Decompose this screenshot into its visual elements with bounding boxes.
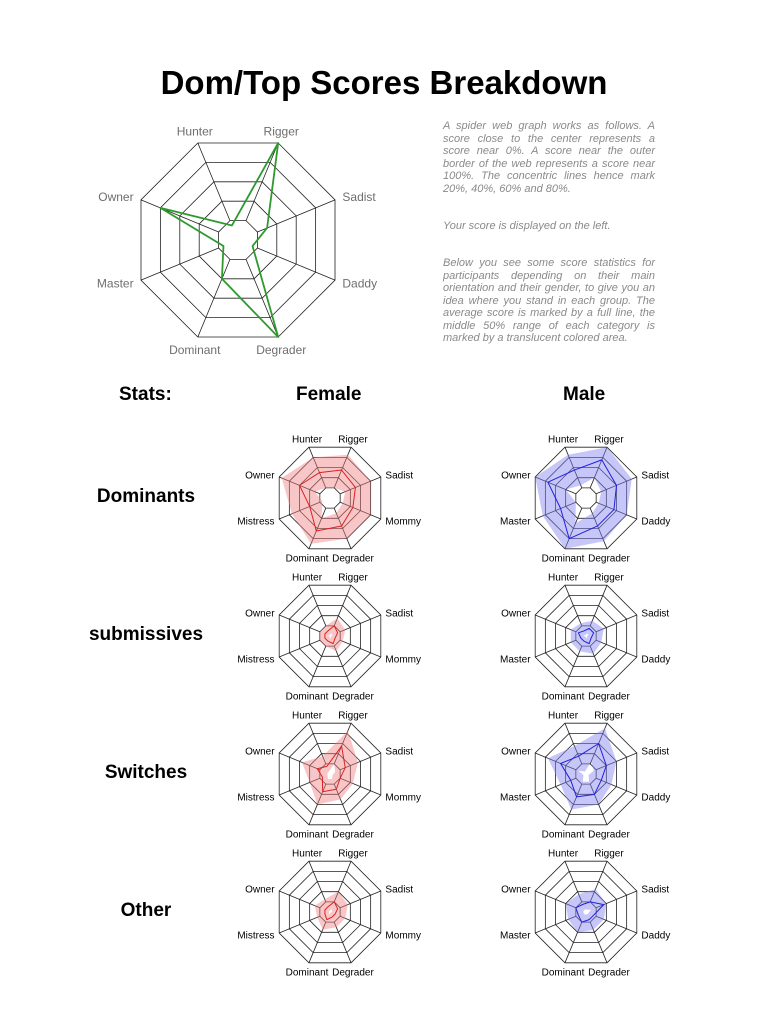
male-other-axis-label-rigger: Rigger — [594, 848, 624, 860]
your-score-axis-label-hunter: Hunter — [176, 124, 213, 139]
female-other-range-band — [315, 892, 348, 930]
male-dominants-axis-label-degrader: Degrader — [588, 553, 630, 564]
row-label-submissives: submissives — [88, 624, 204, 645]
male-switches-grid — [535, 723, 637, 825]
your-score-axis-label-degrader: Degrader — [256, 343, 307, 357]
male-submissives-axis-label-degrader: Degrader — [588, 691, 630, 702]
male-submissives-grid — [535, 585, 637, 687]
male-other-grid — [535, 861, 637, 963]
female-other-axis-label-hunter: Hunter — [292, 848, 323, 860]
male-submissives-grid-ring-80 — [545, 595, 626, 676]
male-switches-axis-label-rigger: Rigger — [594, 710, 624, 722]
your-score-axis-label-master: Master — [96, 276, 134, 291]
male-submissives-axis-label-hunter: Hunter — [548, 572, 579, 584]
male-dominants-axis-label-owner: Owner — [501, 470, 531, 482]
male-switches-axis-label-daddy: Daddy — [641, 792, 671, 804]
female-other-radar-chart — [225, 846, 435, 978]
female-switches-axis-label-owner: Owner — [245, 746, 275, 758]
page-title: Dom/Top Scores Breakdown — [160, 64, 608, 101]
female-submissives-grid-ring-80 — [289, 595, 370, 676]
male-other-axis-label-sadist: Sadist — [641, 884, 670, 896]
female-submissives-grid-ring-40 — [310, 616, 351, 657]
male-submissives-grid-ring-100 — [535, 585, 637, 687]
female-submissives-range-band — [320, 618, 345, 651]
male-other-grid-ring-80 — [545, 871, 626, 952]
male-dominants-axis-label-hunter: Hunter — [548, 434, 579, 446]
male-switches-grid-ring-100 — [535, 723, 637, 825]
female-dominants-axis-label-rigger: Rigger — [338, 434, 368, 446]
female-submissives-grid — [279, 585, 381, 687]
female-switches-range-band — [302, 731, 358, 805]
female-switches-axis-label-degrader: Degrader — [332, 829, 374, 840]
female-switches-axis-label-hunter: Hunter — [292, 710, 323, 722]
male-submissives-axis-label-master: Master — [500, 654, 531, 666]
your-score-score-line — [160, 143, 278, 337]
male-switches-axis-label-dominant: Dominant — [541, 829, 585, 840]
female-dominants-axis-label-mommy: Mommy — [385, 516, 421, 528]
male-submissives-axis-label-owner: Owner — [501, 608, 531, 620]
description-paragraph-3: Below you see some score statistics for participants depending on their main orientation and their gender, to give you an idea where you stand in each group. The average score is marked by a full line, the middle 50% range of each category is marked by a translucent colored area. — [443, 257, 655, 344]
your-score-grid — [141, 143, 335, 337]
female-column-header: Female — [296, 384, 362, 405]
male-submissives-axis-label-daddy: Daddy — [641, 654, 671, 666]
female-switches-axis-label-sadist: Sadist — [385, 746, 414, 758]
your-score-grid-ring-60 — [180, 182, 296, 298]
description-paragraph-2: Your score is displayed on the left. — [443, 220, 611, 232]
male-dominants-axis-label-daddy: Daddy — [641, 516, 671, 528]
female-other-axis-label-mommy: Mommy — [385, 930, 421, 942]
female-switches-grid-ring-80 — [289, 733, 370, 814]
female-switches-axis-label-rigger: Rigger — [338, 710, 368, 722]
your-score-axis-label-sadist: Sadist — [342, 189, 376, 204]
male-switches-axis-label-owner: Owner — [501, 746, 531, 758]
male-dominants-grid-ring-20 — [576, 488, 596, 508]
female-dominants-range-band — [282, 455, 371, 544]
your-score-axis-label-rigger: Rigger — [263, 124, 299, 139]
your-score-grid-ring-20 — [219, 221, 258, 260]
female-other-grid-ring-100 — [279, 861, 381, 963]
female-other-axis-label-rigger: Rigger — [338, 848, 368, 860]
male-other-axis-label-master: Master — [500, 930, 531, 942]
female-dominants-axis-label-dominant: Dominant — [285, 553, 329, 564]
female-dominants-axis-label-owner: Owner — [245, 470, 275, 482]
your-score-axis-label-owner: Owner — [98, 189, 134, 204]
your-score-axis-label-dominant: Dominant — [169, 343, 221, 357]
female-switches-axis-label-dominant: Dominant — [285, 829, 329, 840]
male-column-header: Male — [563, 384, 606, 405]
female-other-grid — [279, 861, 381, 963]
female-other-grid-ring-80 — [289, 871, 370, 952]
female-other-axis-label-degrader: Degrader — [332, 967, 374, 978]
your-score-grid-ring-40 — [199, 201, 277, 279]
male-dominants-axis-label-master: Master — [500, 516, 531, 528]
male-switches-axis-label-degrader: Degrader — [588, 829, 630, 840]
female-switches-axis-label-mistress: Mistress — [237, 792, 275, 804]
female-dominants-axis-label-degrader: Degrader — [332, 553, 374, 564]
male-switches-axis-label-master: Master — [500, 792, 531, 804]
female-submissives-axis-label-hunter: Hunter — [292, 572, 323, 584]
male-switches-axis-label-sadist: Sadist — [641, 746, 670, 758]
male-switches-radar-chart — [481, 708, 691, 840]
row-label-switches: Switches — [104, 762, 188, 783]
male-submissives-axis-label-sadist: Sadist — [641, 608, 670, 620]
male-other-axis-label-dominant: Dominant — [541, 967, 585, 978]
female-dominants-grid-ring-20 — [320, 488, 340, 508]
your-score-axis-label-daddy: Daddy — [342, 276, 378, 291]
your-score-radar-chart — [84, 118, 384, 368]
male-other-grid-ring-100 — [535, 861, 637, 963]
male-other-range-band — [566, 889, 607, 932]
male-other-axis-label-hunter: Hunter — [548, 848, 579, 860]
female-submissives-axis-label-mommy: Mommy — [385, 654, 421, 666]
description-paragraph-1: A spider web graph works as follows. A score close to the center represents a score near 0%. A score near the outer border of the web represents a score near 100%. The concentric lines hence mark 20%, 40%, 60% and 80%. — [443, 120, 655, 195]
row-label-other: Other — [120, 900, 172, 921]
female-dominants-axis-label-mistress: Mistress — [237, 516, 275, 528]
female-other-grid-ring-60 — [300, 882, 361, 943]
your-score-grid-ring-100 — [141, 143, 335, 337]
row-label-dominants: Dominants — [96, 486, 196, 507]
female-dominants-axis-label-hunter: Hunter — [292, 434, 323, 446]
male-submissives-radar-chart — [481, 570, 691, 702]
female-submissives-axis-label-sadist: Sadist — [385, 608, 414, 620]
male-dominants-axis-label-dominant: Dominant — [541, 553, 585, 564]
female-switches-grid-ring-100 — [279, 723, 381, 825]
male-other-grid-ring-60 — [556, 882, 617, 943]
male-submissives-range-band — [571, 621, 604, 654]
male-submissives-axis-label-rigger: Rigger — [594, 572, 624, 584]
male-submissives-axis-label-dominant: Dominant — [541, 691, 585, 702]
male-other-radar-chart — [481, 846, 691, 978]
female-dominants-radar-chart — [225, 432, 435, 564]
male-dominants-axis-label-sadist: Sadist — [641, 470, 670, 482]
male-dominants-radar-chart — [481, 432, 691, 564]
male-other-axis-label-owner: Owner — [501, 884, 531, 896]
female-submissives-axis-label-mistress: Mistress — [237, 654, 275, 666]
female-switches-axis-label-mommy: Mommy — [385, 792, 421, 804]
male-submissives-grid-ring-60 — [556, 606, 617, 667]
female-other-axis-label-dominant: Dominant — [285, 967, 329, 978]
female-submissives-axis-label-owner: Owner — [245, 608, 275, 620]
male-switches-axis-label-hunter: Hunter — [548, 710, 579, 722]
female-other-axis-label-sadist: Sadist — [385, 884, 414, 896]
female-submissives-axis-label-rigger: Rigger — [338, 572, 368, 584]
female-submissives-axis-label-degrader: Degrader — [332, 691, 374, 702]
female-submissives-radar-chart — [225, 570, 435, 702]
female-submissives-axis-label-dominant: Dominant — [285, 691, 329, 702]
male-other-axis-label-degrader: Degrader — [588, 967, 630, 978]
female-other-axis-label-mistress: Mistress — [237, 930, 275, 942]
female-submissives-grid-ring-60 — [300, 606, 361, 667]
female-submissives-grid-ring-100 — [279, 585, 381, 687]
female-other-axis-label-owner: Owner — [245, 884, 275, 896]
male-dominants-axis-label-rigger: Rigger — [594, 434, 624, 446]
female-switches-radar-chart — [225, 708, 435, 840]
female-dominants-axis-label-sadist: Sadist — [385, 470, 414, 482]
female-switches-grid — [279, 723, 381, 825]
stats-label: Stats: — [119, 384, 172, 405]
male-other-axis-label-daddy: Daddy — [641, 930, 671, 942]
